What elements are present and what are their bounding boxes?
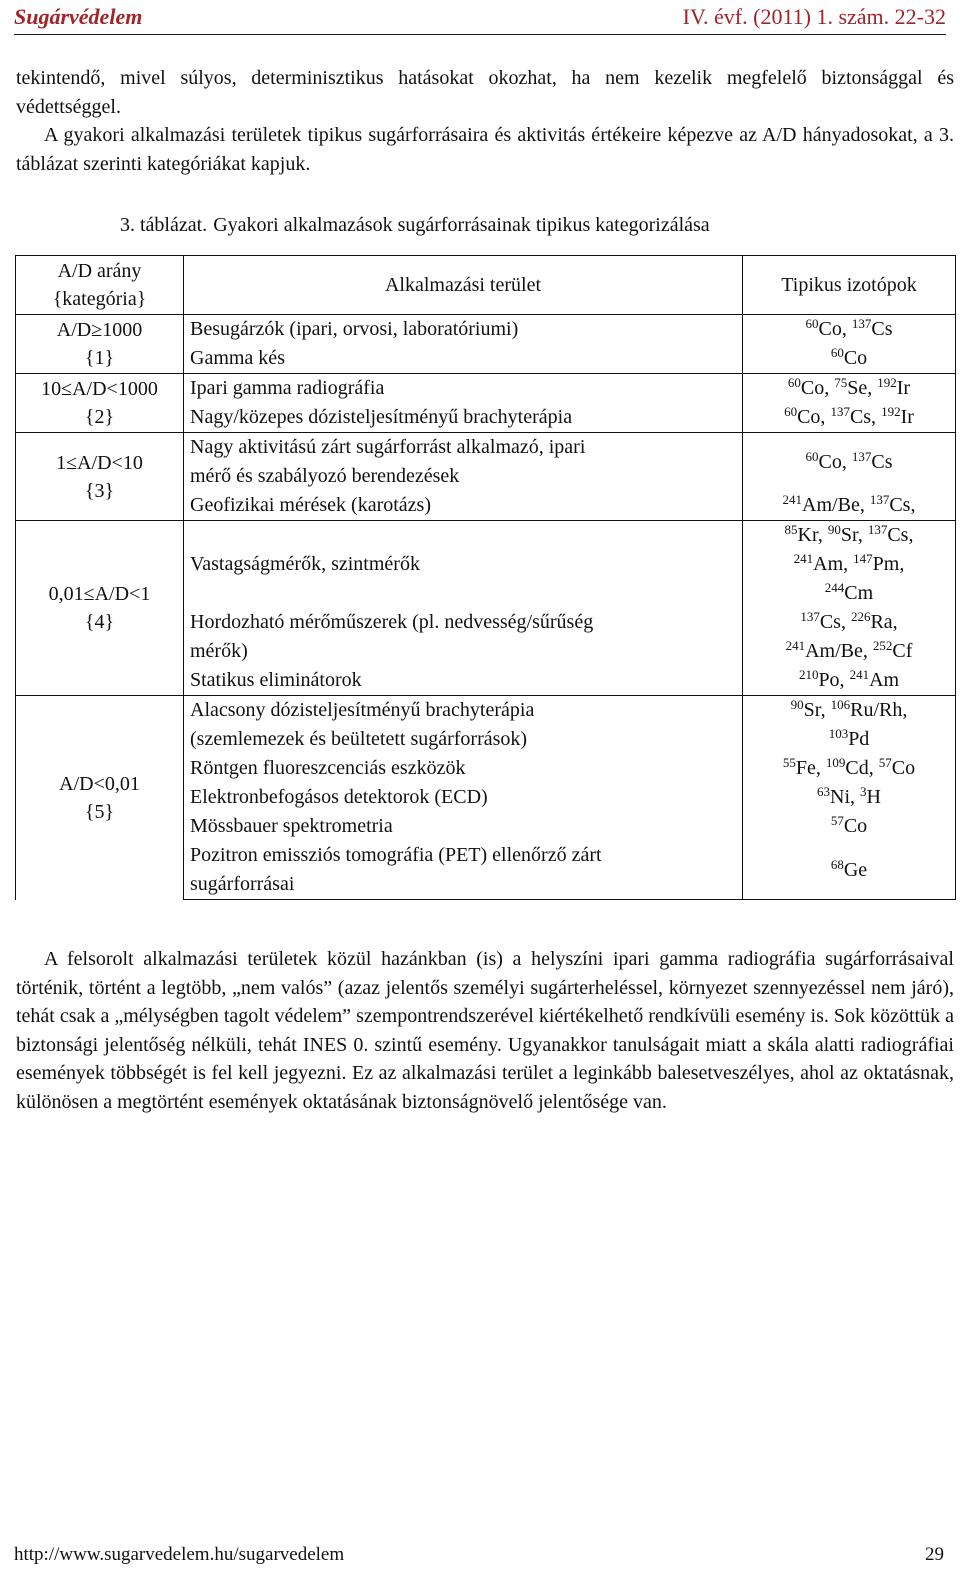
element-symbol: Cs, <box>889 494 916 516</box>
area-line: Pozitron emissziós tomográfia (PET) ellenőrző zárt <box>190 844 602 866</box>
category-range: A/D<0,01 <box>59 772 140 795</box>
intro-line-2: A gyakori alkalmazási területek tipikus sugárforrásaira és aktivitás értékeire képezve az A/D hányadosokat, a 3. táblázat szerinti kategóriákat kapjuk. <box>16 124 954 175</box>
mass-number: 60 <box>787 375 801 390</box>
element-symbol: Ir <box>896 377 911 399</box>
mass-number: 137 <box>830 404 850 419</box>
table-row <box>16 433 956 492</box>
category-cell <box>16 315 184 374</box>
element-symbol: Kr, <box>797 524 828 546</box>
mass-number: 60 <box>784 404 798 419</box>
isotope-cell <box>743 812 956 841</box>
element-symbol: Fe, <box>795 757 826 779</box>
header-ratio-line2: {kategória} <box>52 288 147 310</box>
isotope-cell <box>743 491 956 521</box>
isotope-line <box>749 315 949 344</box>
mass-number: 137 <box>851 316 872 331</box>
category-code: {5} <box>84 800 115 823</box>
mass-number: 57 <box>830 813 844 828</box>
mass-number: 210 <box>798 667 819 682</box>
area-cell: Ipari gamma radiográfia <box>184 374 743 404</box>
area-line: sugárforrásai <box>190 873 295 895</box>
categorization-table <box>15 255 956 900</box>
page-header <box>14 0 946 38</box>
mass-number: 192 <box>881 404 901 419</box>
table-number: 3. táblázat. <box>120 214 208 236</box>
isotope-line <box>749 637 949 666</box>
element-symbol: Am, <box>813 553 854 575</box>
mass-number: 226 <box>850 609 871 624</box>
mass-number: 3 <box>860 784 867 799</box>
category-range: 1≤A/D<10 <box>56 451 143 474</box>
category-range: 0,01≤A/D<1 <box>48 583 151 605</box>
area-line: Nagy aktivitású zárt sugárforrást alkalmazó, ipari <box>190 436 586 458</box>
table-row <box>16 374 956 404</box>
mass-number: 60 <box>830 345 844 360</box>
table-caption <box>120 214 710 237</box>
isotope-cell <box>743 841 956 900</box>
area-line: mérő és szabályozó berendezések <box>190 465 460 487</box>
isotope-line <box>749 448 949 477</box>
mass-number: 241 <box>782 492 803 507</box>
mass-number: 75 <box>834 375 848 390</box>
mass-number: 252 <box>872 638 893 653</box>
element-symbol: Cm <box>844 582 874 604</box>
area-cell: Elektronbefogásos detektorok (ECD) <box>184 783 743 812</box>
mass-number: 147 <box>853 551 873 566</box>
mass-number: 241 <box>849 667 870 682</box>
header-ratio-line1: A/D arány <box>57 260 142 282</box>
mass-number: 90 <box>827 522 841 537</box>
isotope-line <box>749 725 949 754</box>
element-symbol: Am <box>869 669 900 691</box>
mass-number: 85 <box>784 522 798 537</box>
area-cell: Vastagságmérők, szintmérők <box>184 521 743 609</box>
table-row <box>16 696 956 755</box>
isotope-cell <box>743 521 956 609</box>
table-row <box>16 315 956 345</box>
area-cell: Mössbauer spektrometria <box>184 812 743 841</box>
isotope-cell <box>743 754 956 783</box>
element-symbol: Co <box>843 815 868 837</box>
mass-number: 63 <box>817 784 831 799</box>
area-cell: Nagy/közepes dózisteljesítményű brachyterápia <box>184 403 743 433</box>
element-symbol: Se, <box>847 377 878 399</box>
mass-number: 244 <box>824 580 845 595</box>
isotope-line <box>749 374 949 403</box>
element-symbol: Co <box>843 347 868 369</box>
element-symbol: Cs, <box>819 611 851 633</box>
area-cell: Gamma kés <box>184 344 743 374</box>
issue-info: IV. évf. (2011) 1. szám. 22-32 <box>682 4 946 29</box>
element-symbol: Co <box>891 757 916 779</box>
category-code: {3} <box>84 479 115 502</box>
element-symbol: Sr, <box>803 699 831 721</box>
isotope-cell <box>743 403 956 433</box>
category-cell <box>16 521 184 696</box>
element-symbol: Pm, <box>872 553 905 575</box>
isotope-cell <box>743 344 956 374</box>
mass-number: 90 <box>790 697 804 712</box>
category-cell <box>16 374 184 433</box>
area-line: Alacsony dózisteljesítményű brachyterápia <box>190 699 535 721</box>
area-cell <box>184 696 743 755</box>
mass-number: 60 <box>805 448 819 464</box>
isotope-line <box>749 521 949 550</box>
isotope-line <box>749 550 949 579</box>
area-cell: Statikus eliminátorok <box>184 666 743 696</box>
isotope-line <box>749 491 949 520</box>
mass-number: 192 <box>877 375 897 390</box>
isotope-cell <box>743 666 956 696</box>
intro-paragraph <box>16 64 954 178</box>
area-cell: Geofizikai mérések (karotázs) <box>184 491 743 521</box>
isotope-cell <box>743 374 956 404</box>
element-symbol: Ra, <box>870 611 898 633</box>
category-range: 10≤A/D<1000 <box>41 378 158 400</box>
element-symbol: Cf <box>892 640 913 662</box>
element-symbol: Cs <box>871 318 893 340</box>
area-cell <box>184 841 743 900</box>
area-line: mérők) <box>190 640 248 662</box>
category-range: A/D≥1000 <box>56 319 143 341</box>
isotope-line <box>749 344 949 373</box>
header-ratio <box>16 256 184 315</box>
header-isotopes: Tipikus izotópok <box>743 256 956 315</box>
isotope-cell <box>743 783 956 812</box>
isotope-cell <box>743 608 956 666</box>
element-symbol: Am/Be, <box>802 494 870 516</box>
isotope-line <box>749 856 949 885</box>
element-symbol: Cs, <box>849 406 882 428</box>
element-symbol: H <box>866 786 881 808</box>
header-rule <box>14 34 946 35</box>
mass-number: 60 <box>805 316 819 331</box>
category-code: {1} <box>84 347 115 369</box>
table-caption-text: Gyakori alkalmazások sugárforrásainak tipikus kategorizálása <box>213 214 710 236</box>
element-symbol: Co, <box>818 318 852 340</box>
header-area: Alkalmazási terület <box>184 256 743 315</box>
body-paragraph: A felsorolt alkalmazási területek közül hazánkban (is) a helyszíni ipari gamma radiográfia sugárforrásaival történik, történt a legtöbb, „nem valós” (azaz jelentős személyi sugárterheléssel, környezet szennyezéssel nem járó), tehát csak a „mélységben tagolt védelem” szempontrendszerével kiértékelhető rendkívüli esemény is. Sok közöttük a biztonsági jelentőség nélküli, tehát INES 0. szintű esemény. Ugyanakkor tanulságait miatt a skála alatti radiográfiai események többségét is fel kell jegyezni. Ez az alkalmazási terület a leginkább balesetveszélyes, ahol az oktatásnak, különösen a megtörtént események oktatásának biztonságnövelő jelentősége van. <box>16 948 954 1113</box>
element-symbol: Ge <box>843 858 868 881</box>
isotope-line <box>749 783 949 812</box>
element-symbol: Cs <box>871 450 893 473</box>
mass-number: 57 <box>878 755 892 770</box>
isotope-cell <box>743 315 956 345</box>
category-cell <box>16 696 184 900</box>
area-cell <box>184 433 743 492</box>
element-symbol: Ir <box>900 406 914 428</box>
element-symbol: Co, <box>797 406 831 428</box>
area-line: (szemlemezek és beültetett sugárforrások) <box>190 728 528 750</box>
area-cell: Röntgen fluoreszcenciás eszközök <box>184 754 743 783</box>
isotope-line <box>749 812 949 841</box>
mass-number: 137 <box>869 492 890 507</box>
footer-url: http://www.sugarvedelem.hu/sugarvedelem <box>14 1544 345 1565</box>
intro-line-1: tekintendő, mivel súlyos, determinisztikus hatásokat okozhat, ha nem kezelik megfelelő biztonsággal és védettséggel. <box>16 67 954 118</box>
isotope-line <box>749 666 949 695</box>
mass-number: 137 <box>851 448 872 464</box>
mass-number: 68 <box>830 856 844 872</box>
element-symbol: Cs, <box>887 524 914 546</box>
category-cell <box>16 433 184 521</box>
table-header-row <box>16 256 956 315</box>
element-symbol: Co, <box>800 377 835 399</box>
page-number: 29 <box>925 1544 944 1565</box>
mass-number: 137 <box>800 609 820 624</box>
mass-number: 106 <box>830 697 851 712</box>
element-symbol: Am/Be, <box>805 640 873 662</box>
isotope-line <box>749 754 949 783</box>
mass-number: 241 <box>785 638 806 653</box>
mass-number: 55 <box>782 755 796 770</box>
isotope-cell <box>743 696 956 755</box>
mass-number: 109 <box>825 755 846 770</box>
isotope-line <box>749 579 949 608</box>
journal-title: Sugárvédelem <box>14 4 143 29</box>
category-code: {2} <box>84 406 115 428</box>
element-symbol: Ni, <box>830 786 861 808</box>
isotope-line <box>749 696 949 725</box>
mass-number: 241 <box>793 551 814 566</box>
area-line: Hordozható mérőműszerek (pl. nedvesség/sűrűség <box>190 611 594 633</box>
mass-number: 137 <box>867 522 888 537</box>
element-symbol: Po, <box>818 669 850 691</box>
isotope-line <box>749 608 949 637</box>
element-symbol: Sr, <box>840 524 868 546</box>
element-symbol: Pd <box>848 728 870 750</box>
area-cell: Besugárzók (ipari, orvosi, laboratóriumi) <box>184 315 743 345</box>
element-symbol: Cd, <box>845 757 879 779</box>
isotope-line <box>749 403 949 432</box>
isotope-cell <box>743 433 956 492</box>
element-symbol: Co, <box>818 450 852 473</box>
category-code: {4} <box>84 611 115 633</box>
table-row <box>16 521 956 609</box>
element-symbol: Ru/Rh, <box>850 699 908 721</box>
mass-number: 103 <box>828 726 849 741</box>
area-cell <box>184 608 743 666</box>
